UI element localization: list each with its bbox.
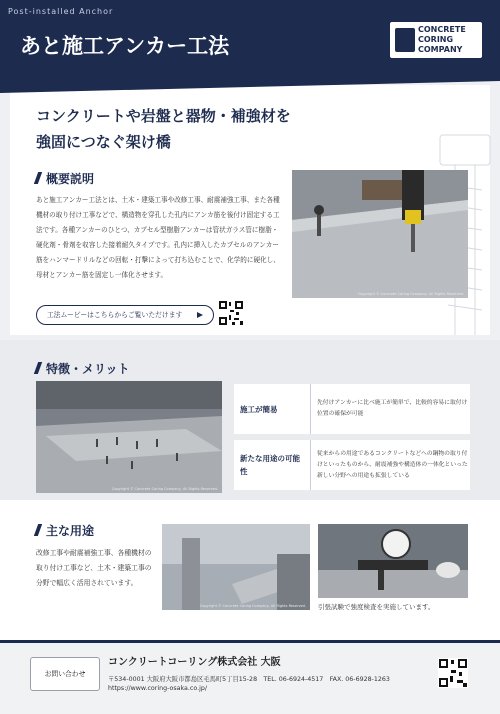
slash-icon [34,172,42,184]
tensile-test-illustration [318,524,468,598]
drill-photo-illustration [292,170,468,298]
logo-mark-icon [395,28,415,52]
company-name: コンクリートコーリング株式会社 大阪 [108,657,281,668]
merit-item [234,440,470,490]
header-subtitle: Post-installed Anchor [8,7,114,16]
arrow-right-icon [197,312,203,318]
page-title: あと施工アンカー工法 [20,34,230,58]
slash-icon [34,524,42,536]
merit-description: 先付けアンカーに比べ施工が簡単で、比較的容易に取付け位置の確保が可能 [310,384,470,434]
qr-code-icon [218,300,244,326]
merit-description: 従来からの用途であるコンクリートなどへの鋼物の取り付けといったものから、耐震補強や構造体の一体化といった新しい分野への用途も拡張している [310,440,470,490]
site-photo-illustration [36,381,222,493]
movie-link-button[interactable]: 工法ムービーはこちらからご覧いただけます [36,305,214,325]
photo-caption: Copyright © Concrete Coring Company, All Rights Reserved. [357,292,464,296]
qr-code-icon [438,658,468,688]
footer-qr-code[interactable] [438,658,468,688]
uses-body: 改修工事や耐震補強工事、各種機材の取り付け工事など、土木・建築工事の分野で幅広く活用されています。 [36,549,152,587]
anchor-drill-photo [292,170,468,298]
tensile-test-photo [318,524,468,598]
overview-heading: 概要説明 [36,170,94,187]
merits-heading: 特徴・メリット [36,360,130,377]
precast-column-photo [162,524,310,610]
photo-caption: Copyright © Concrete Coring Company, All Rights Reserved. [111,487,218,491]
test-caption: 引張試験で強度検査を実施しています。 [318,603,435,611]
merit-label: 施工が簡易 [240,404,278,414]
merit-item [234,384,470,434]
logo-text: CONCRETE CORING COMPANY [418,25,466,54]
photo-caption: Copyright © Concrete Coring Company, All Rights Reserved. [199,604,306,608]
contact-button[interactable]: お問い合わせ [30,657,100,691]
movie-qr-code[interactable] [218,300,244,326]
header-band [0,0,500,75]
overview-body: あと施工アンカー工法とは、土木・建築工事や改修工事、耐震補強工事、また各種機材の取り付け工事などで、構造物を穿孔した孔内にアンカ筋を後付け固定する工法です。各種アンカーのひとつ、カプセル型樹脂アンカーは管状ガラス管に樹脂・硬化剤・骨剤を収容した接着耐久タイプです。孔内に挿入したカプセルのアンカー筋をハンマードリルなどの回転・打撃によって打ち込むことで、化学的に硬化し、母材とアンカー筋を固定し一体化させます。 [36,196,280,279]
company-logo [390,22,482,58]
company-address: 〒534-0001 大阪府大阪市都島区毛馬町5丁目15-28 TEL. 06-6924-4517 FAX. 06-6928-1263 [108,676,390,683]
construction-site-photo [36,381,222,493]
column-photo-illustration [162,524,310,610]
merit-label: 新たな用途の可能性 [240,454,300,476]
slash-icon [34,362,42,374]
uses-heading: 主な用途 [36,522,94,539]
company-url[interactable]: https://www.coring-osaka.co.jp/ [108,685,207,692]
headline: コンクリートや岩盤と器物・補強材を 強固につなぐ架け橋 [36,107,291,151]
